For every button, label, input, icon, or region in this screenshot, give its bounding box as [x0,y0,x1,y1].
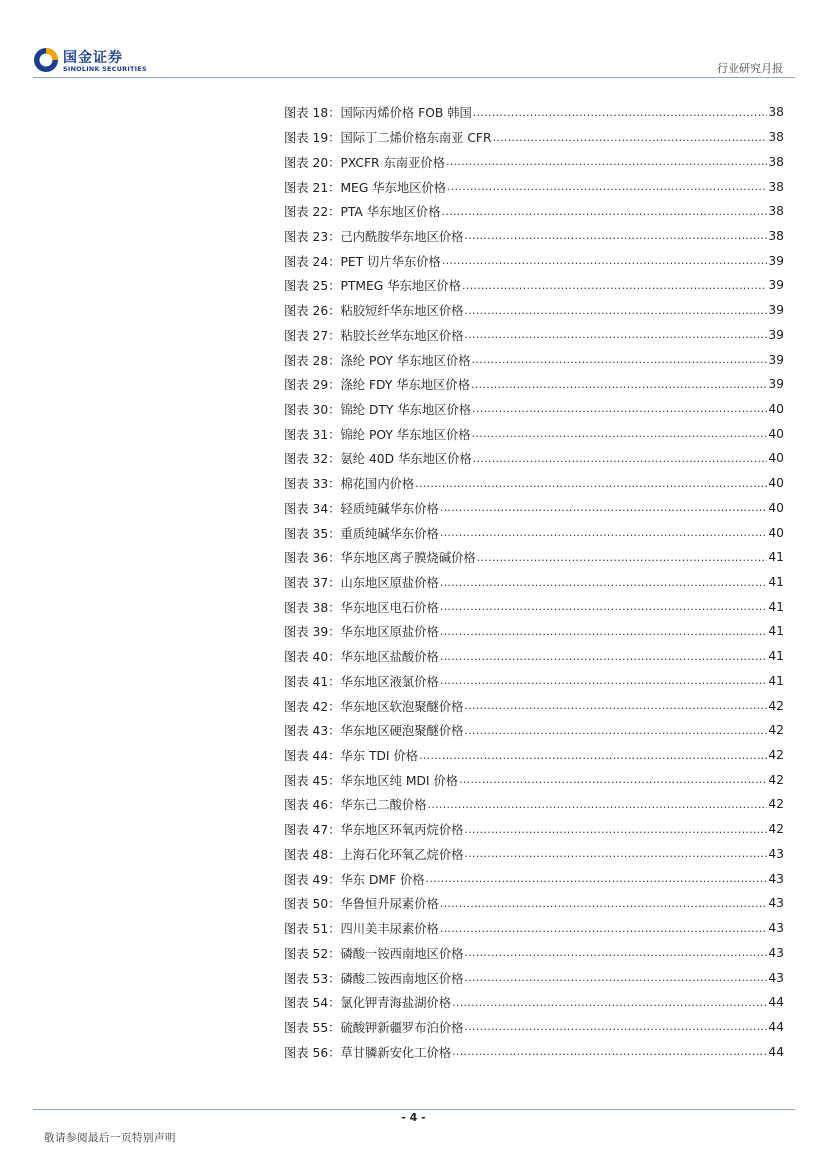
toc-entry-label[interactable]: 图表 47：华东地区环氧丙烷价格 [284,823,464,838]
toc-dot-leader [464,1020,767,1033]
toc-entry[interactable] [284,372,784,397]
sinolink-logo-icon [33,47,59,73]
toc-entry-label[interactable]: 图表 38：华东地区电石价格 [284,600,439,615]
toc-entry-label[interactable]: 图表 27：粘胶长丝华东地区价格 [284,328,464,343]
toc-entry[interactable] [284,273,784,298]
toc-entry-label[interactable]: 图表 41：华东地区液氯价格 [284,674,439,689]
toc-entry-label[interactable]: 图表 49：华东 DMF 价格 [284,872,425,887]
disclaimer-note: 敬请参阅最后一页特别声明 [44,1132,176,1144]
toc-entry-label[interactable]: 图表 31：锦纶 POY 华东地区价格 [284,427,471,442]
footer-divider [33,1109,795,1110]
toc-entry[interactable] [284,1039,784,1064]
toc-entry-page[interactable]: 41 [768,673,784,688]
toc-dot-leader [472,353,768,366]
figure-list [284,100,784,1064]
toc-dot-leader [446,155,767,168]
toc-dot-leader [415,477,767,490]
toc-dot-leader [472,402,767,415]
toc-entry-label[interactable]: 图表 34：轻质纯碱华东价格 [284,501,439,516]
toc-dot-leader [442,254,768,267]
toc-entry[interactable] [284,446,784,471]
toc-entry-label[interactable]: 图表 30：锦纶 DTY 华东地区价格 [284,402,472,417]
toc-entry-page[interactable]: 39 [768,303,784,318]
toc-entry-page[interactable]: 41 [768,575,784,590]
toc-entry[interactable] [284,125,784,150]
toc-entry[interactable] [284,792,784,817]
toc-entry[interactable] [284,248,784,273]
toc-entry[interactable] [284,718,784,743]
toc-entry[interactable] [284,594,784,619]
toc-entry-page[interactable]: 40 [768,451,784,466]
toc-entry-page[interactable]: 40 [768,525,784,540]
toc-entry-page[interactable]: 41 [768,550,784,565]
toc-entry[interactable] [284,693,784,718]
toc-entry-label[interactable]: 图表 44：华东 TDI 价格 [284,749,419,764]
toc-dot-leader [440,897,768,910]
toc-entry-label[interactable]: 图表 55：硫酸钾新疆罗布泊价格 [284,1020,464,1035]
toc-entry[interactable] [284,817,784,842]
toc-entry-label[interactable]: 图表 19：国际丁二烯价格东南亚 CFR [284,131,492,146]
toc-entry-page[interactable]: 38 [768,154,784,169]
report-type-label: 行业研究月报 [717,62,783,75]
toc-entry-label[interactable]: 图表 28：涤纶 POY 华东地区价格 [284,353,471,368]
toc-entry-page[interactable]: 42 [768,822,784,837]
toc-entry[interactable] [284,471,784,496]
page-number: - 4 - [401,1111,426,1124]
toc-entry-page[interactable]: 41 [768,649,784,664]
toc-dot-leader [464,229,767,242]
toc-entry[interactable] [284,545,784,570]
toc-entry-page[interactable]: 38 [768,105,784,120]
toc-entry-label[interactable]: 图表 56：草甘膦新安化工价格 [284,1045,452,1060]
toc-entry-label[interactable]: 图表 45：华东地区纯 MDI 价格 [284,773,459,788]
toc-entry-page[interactable]: 39 [768,327,784,342]
toc-dot-leader [440,674,768,687]
toc-entry-page[interactable]: 43 [768,945,784,960]
toc-dot-leader [428,798,768,811]
toc-entry[interactable] [284,347,784,372]
toc-entry-label[interactable]: 图表 37：山东地区原盐价格 [284,576,439,591]
toc-entry-page[interactable]: 41 [768,599,784,614]
header-divider [33,77,795,78]
toc-entry[interactable] [284,619,784,644]
toc-entry[interactable] [284,496,784,521]
toc-entry[interactable] [284,965,784,990]
toc-entry-label[interactable]: 图表 24：PET 切片华东价格 [284,254,441,269]
toc-entry-label[interactable]: 图表 29：涤纶 FDY 华东地区价格 [284,378,471,393]
toc-entry[interactable] [284,916,784,941]
toc-entry[interactable] [284,644,784,669]
toc-entry-page[interactable]: 44 [768,995,784,1010]
toc-dot-leader [464,823,767,836]
toc-entry-label[interactable]: 图表 33：棉花国内价格 [284,477,415,492]
toc-dot-leader [419,749,767,762]
toc-entry[interactable] [284,940,784,965]
toc-dot-leader [440,650,768,663]
toc-entry-label[interactable]: 图表 54：氯化钾青海盐湖价格 [284,996,452,1011]
toc-entry-label[interactable]: 图表 22：PTA 华东地区价格 [284,205,441,220]
toc-entry[interactable] [284,767,784,792]
toc-entry-label[interactable]: 图表 40：华东地区盐酸价格 [284,650,439,665]
toc-entry[interactable] [284,149,784,174]
toc-entry-label[interactable]: 图表 35：重质纯碱华东价格 [284,526,439,541]
toc-dot-leader [440,625,768,638]
toc-entry[interactable] [284,174,784,199]
toc-entry-label[interactable]: 图表 50：华鲁恒升尿素价格 [284,897,439,912]
toc-entry-page[interactable]: 40 [768,500,784,515]
toc-entry-page[interactable]: 40 [768,476,784,491]
logo-english-name: SINOLINK SECURITIES [63,65,147,73]
toc-entry[interactable] [284,100,784,125]
toc-entry[interactable] [284,990,784,1015]
toc-dot-leader [464,724,767,737]
toc-entry-label[interactable]: 图表 43：华东地区硬泡聚醚价格 [284,724,464,739]
toc-entry[interactable] [284,570,784,595]
toc-entry[interactable] [284,421,784,446]
toc-dot-leader [440,526,768,539]
toc-dot-leader [459,773,767,786]
toc-dot-leader [477,551,768,564]
toc-entry-label[interactable]: 图表 26：粘胶短纤华东地区价格 [284,304,464,319]
toc-entry-page[interactable]: 38 [768,130,784,145]
toc-dot-leader [471,378,767,391]
toc-dot-leader [473,106,768,119]
toc-entry[interactable] [284,743,784,768]
toc-dot-leader [440,922,768,935]
toc-dot-leader [440,576,768,589]
toc-entry-label[interactable]: 图表 20：PXCFR 东南亚价格 [284,155,445,170]
toc-entry-page[interactable]: 40 [768,401,784,416]
toc-entry-page[interactable]: 39 [768,253,784,268]
toc-dot-leader [464,328,767,341]
toc-entry[interactable] [284,866,784,891]
toc-entry-page[interactable]: 42 [768,698,784,713]
toc-entry[interactable] [284,520,784,545]
toc-dot-leader [464,699,767,712]
toc-entry-page[interactable]: 41 [768,624,784,639]
toc-entry[interactable] [284,322,784,347]
toc-entry[interactable] [284,397,784,422]
toc-entry-page[interactable]: 39 [768,352,784,367]
toc-dot-leader [464,946,767,959]
logo-chinese-name: 国金证券 [63,50,123,66]
toc-entry-page[interactable]: 43 [768,871,784,886]
toc-entry-label[interactable]: 图表 39：华东地区原盐价格 [284,625,439,640]
toc-dot-leader [464,304,767,317]
toc-dot-leader [447,180,767,193]
toc-dot-leader [472,427,768,440]
toc-entry-page[interactable]: 38 [768,179,784,194]
toc-entry-label[interactable]: 图表 25：PTMEG 华东地区价格 [284,279,461,294]
toc-dot-leader [442,205,768,218]
toc-entry-label[interactable]: 图表 36：华东地区离子膜烧碱价格 [284,551,476,566]
toc-entry-label[interactable]: 图表 53：磷酸二铵西南地区价格 [284,971,464,986]
toc-entry[interactable] [284,1015,784,1040]
toc-entry-label[interactable]: 图表 21：MEG 华东地区价格 [284,180,447,195]
toc-entry-page[interactable]: 38 [768,204,784,219]
toc-dot-leader [452,996,767,1009]
toc-entry[interactable] [284,199,784,224]
toc-entry-label[interactable]: 图表 46：华东己二酸价格 [284,798,427,813]
toc-entry-label[interactable]: 图表 32：氨纶 40D 华东地区价格 [284,452,472,467]
toc-entry-page[interactable]: 40 [768,426,784,441]
toc-dot-leader [473,452,768,465]
toc-entry-page[interactable]: 42 [768,748,784,763]
toc-entry-page[interactable]: 38 [768,228,784,243]
toc-entry-page[interactable]: 42 [768,772,784,787]
toc-entry-label[interactable]: 图表 48：上海石化环氧乙烷价格 [284,847,464,862]
page-header [0,0,827,82]
toc-entry-page[interactable]: 39 [768,377,784,392]
toc-entry-label[interactable]: 图表 52：磷酸一铵西南地区价格 [284,946,464,961]
toc-entry-page[interactable]: 43 [768,896,784,911]
toc-entry-page[interactable]: 43 [768,921,784,936]
toc-entry[interactable] [284,842,784,867]
toc-dot-leader [464,847,767,860]
toc-dot-leader [493,131,768,144]
toc-entry-label[interactable]: 图表 23：己内酰胺华东地区价格 [284,229,464,244]
toc-entry-label[interactable]: 图表 51：四川美丰尿素价格 [284,922,439,937]
toc-entry-label[interactable]: 图表 42：华东地区软泡聚醚价格 [284,699,464,714]
toc-dot-leader [440,501,768,514]
toc-dot-leader [462,279,767,292]
toc-entry-page[interactable]: 43 [768,846,784,861]
toc-entry[interactable] [284,669,784,694]
toc-entry[interactable] [284,298,784,323]
toc-dot-leader [426,872,768,885]
toc-entry[interactable] [284,224,784,249]
company-logo [33,47,163,79]
toc-dot-leader [440,600,768,613]
toc-entry-page[interactable]: 44 [768,1044,784,1059]
toc-entry[interactable] [284,891,784,916]
toc-entry-page[interactable]: 39 [768,278,784,293]
toc-dot-leader [452,1045,767,1058]
toc-entry-page[interactable]: 44 [768,1019,784,1034]
toc-entry-label[interactable]: 图表 18：国际丙烯价格 FOB 韩国 [284,106,472,121]
toc-dot-leader [464,971,767,984]
toc-entry-page[interactable]: 42 [768,723,784,738]
toc-entry-page[interactable]: 42 [768,797,784,812]
toc-entry-page[interactable]: 43 [768,970,784,985]
